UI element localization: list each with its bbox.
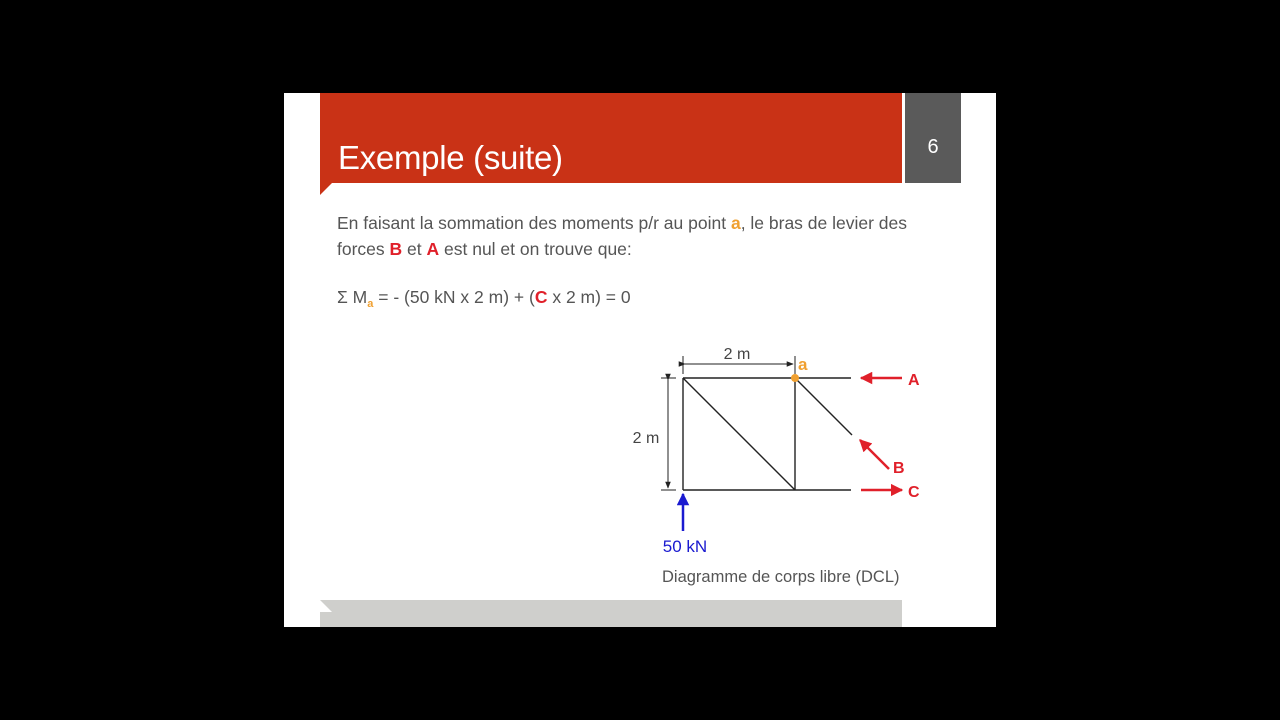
truss-diagram (284, 93, 996, 627)
dim-top-label: 2 m (723, 346, 751, 363)
equation-force-c: C (534, 287, 548, 307)
point-a-label: a (798, 355, 808, 374)
force-c-label: C (908, 484, 920, 501)
point-a-ref: a (730, 213, 741, 233)
force-b-arrow (860, 440, 889, 469)
equation-suffix: x 2 m) = 0 (547, 287, 631, 307)
footer-bar (320, 600, 902, 627)
footer-bar-notch (320, 600, 332, 612)
force-b-label: B (893, 460, 905, 477)
paragraph-text-4: est nul et on trouve que: (439, 239, 632, 259)
equation-middle: = - (50 kN x 2 m) + ( (373, 287, 535, 307)
force-b-ref: B (389, 239, 403, 259)
paragraph-text-3: et (402, 239, 427, 259)
dim-left-label: 2 m (632, 430, 660, 447)
member-cut-diagonal (795, 378, 852, 435)
slide-title: Exemple (suite) (338, 139, 563, 176)
paragraph-text-1: En faisant la sommation des moments p/r au point (337, 213, 731, 233)
point-a-marker (791, 374, 799, 382)
page-number: 6 (927, 136, 939, 158)
equation-prefix: Σ M (337, 287, 368, 307)
load-label: 50 kN (662, 537, 708, 556)
slide (284, 93, 996, 627)
diagram-caption: Diagramme de corps libre (DCL) (662, 568, 900, 586)
member-diagonal (683, 378, 795, 490)
force-a-label: A (908, 372, 920, 389)
paragraph-text-2: , le bras de levier des forces (337, 213, 908, 259)
equation-subscript: a (367, 298, 374, 310)
force-a-ref: A (426, 239, 440, 259)
